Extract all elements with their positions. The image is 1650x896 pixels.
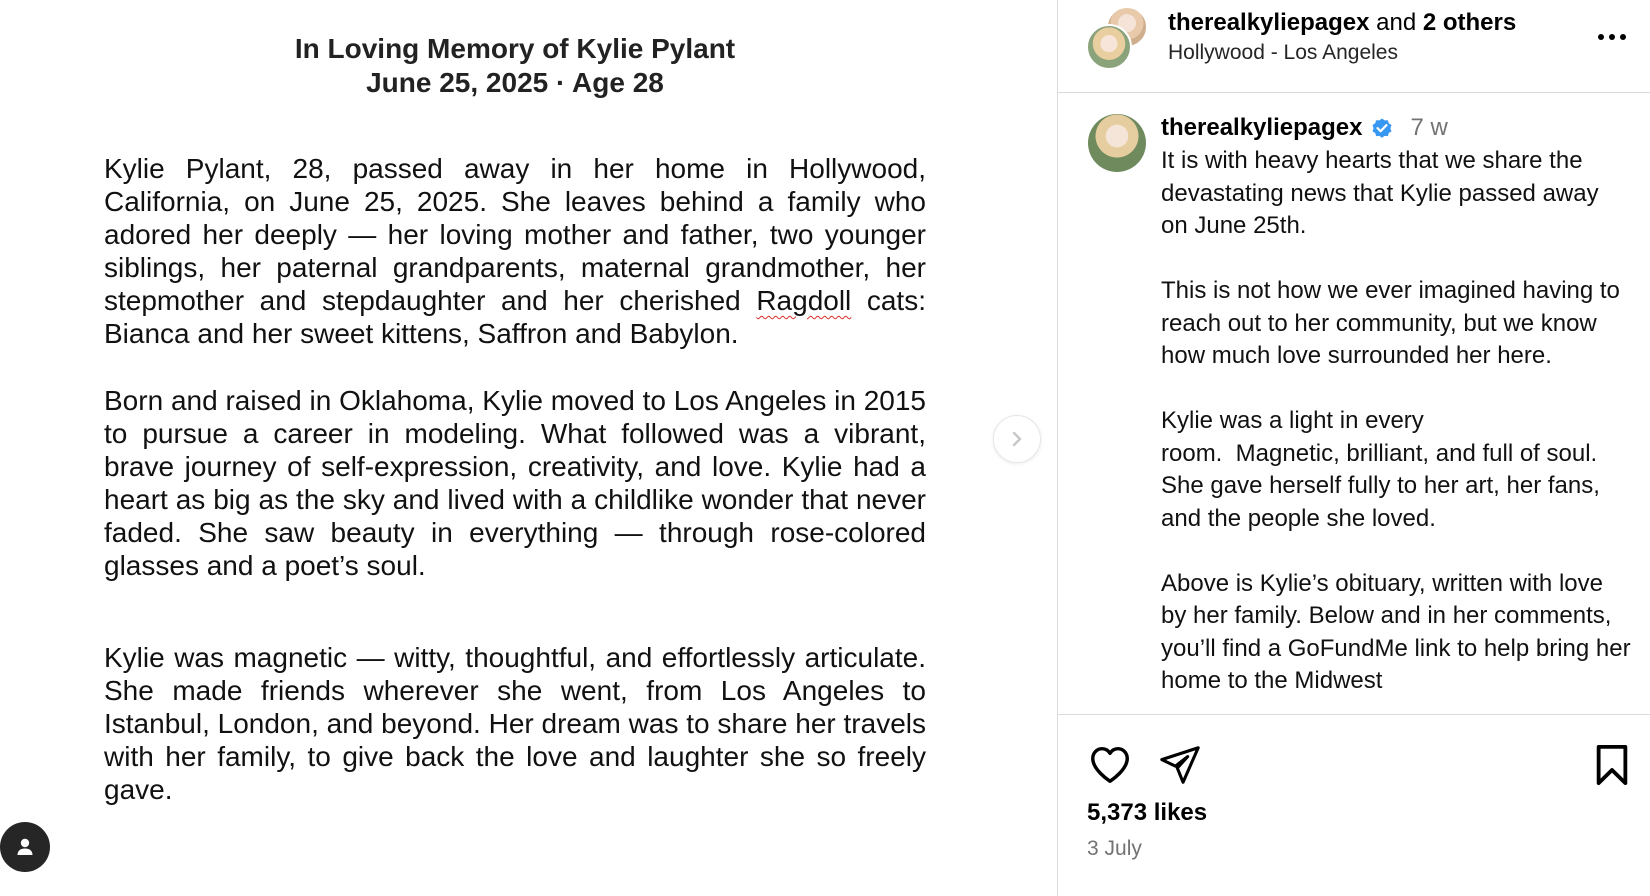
more-options-button[interactable]	[1594, 22, 1630, 52]
obituary-paragraph-3: Kylie was magnetic — witty, thoughtful, and effortlessly articulate. She made friends wherever she went, from Los Angeles to Istanbul, London, and beyond. Her dream was to share her travels with her family, to give back the love and laughter she so freely gave.	[104, 642, 926, 805]
caption-meta	[1161, 113, 1448, 143]
caption-text: It is with heavy hearts that we share the devastating news that Kylie passed away on June 25th. This is not how we ever imagined having to reach out to her community, but we know how much love surrounded her here. Kylie was a light in every room. Magnetic, brilliant, and full of soul. She gave herself fully to her art, her fans, and the people she loved. Above is Kylie’s obituary, written with love by her family. Below and in her comments, you’ll find a GoFundMe link to help bring her home to the Midwest	[1161, 147, 1631, 694]
tagged-users-button[interactable]	[0, 822, 50, 872]
para1-text-a: Kylie Pylant, 28, passed away in her home in Hollywood, California, on June 25, 2025. She leaves behind a family who adored her deeply — her loving mother and father, two younger siblings, her paternal grandparents, maternal grandmother, her stepmother and stepdaughter and her cherished	[104, 153, 926, 316]
likes-count[interactable]: 5,373 likes	[1087, 799, 1208, 826]
save-button[interactable]	[1591, 742, 1633, 788]
ellipsis-icon	[1597, 33, 1627, 41]
location-link[interactable]: Hollywood - Los Angeles	[1168, 41, 1398, 64]
obituary-title-line1: In Loving Memory of Kylie Pylant	[294, 33, 736, 64]
header-username-link[interactable]: therealkyliepagex	[1168, 9, 1370, 36]
like-button[interactable]	[1087, 742, 1133, 788]
heart-outline-icon	[1087, 742, 1133, 788]
caption-section	[1058, 94, 1650, 714]
verified-badge-icon	[1370, 116, 1394, 140]
header-and-text: and	[1369, 9, 1423, 36]
collab-avatars[interactable]	[1086, 6, 1152, 68]
caption-username-link[interactable]: therealkyliepagex	[1161, 114, 1363, 141]
spellcheck-flagged-word: Ragdoll	[756, 285, 852, 316]
header-authors	[1168, 8, 1516, 38]
paper-plane-icon	[1157, 742, 1203, 788]
post-date[interactable]: 3 July	[1087, 837, 1142, 860]
header-others-link[interactable]: 2 others	[1422, 9, 1517, 36]
obituary-title	[0, 32, 1030, 100]
share-button[interactable]	[1157, 742, 1203, 788]
user-tag-icon	[13, 835, 37, 859]
obituary-paragraph-1	[104, 152, 926, 350]
obituary-paragraph-2: Born and raised in Oklahoma, Kylie moved to Los Angeles in 2015 to pursue a career in modeling. What followed was a vibrant, brave journey of self-expression, creativity, and love. Kylie had a heart as big as the sky and lived with a childlike wonder that never faded. She saw beauty in everything — through rose-colored glasses and a poet’s soul.	[104, 385, 926, 581]
post-sidebar	[1057, 0, 1650, 896]
para1-text-b: cats: Bianca and her sweet kittens, Saffron and Babylon.	[104, 285, 926, 349]
avatar[interactable]	[1088, 114, 1146, 172]
post-header	[1058, 0, 1650, 93]
avatar	[1086, 24, 1132, 70]
post-time[interactable]: 7 w	[1410, 114, 1448, 141]
bookmark-icon	[1591, 742, 1633, 788]
next-slide-button[interactable]	[993, 415, 1041, 463]
obituary-title-line2: June 25, 2025 · Age 28	[366, 67, 664, 98]
chevron-right-icon	[1008, 430, 1026, 448]
action-bar	[1058, 714, 1650, 896]
